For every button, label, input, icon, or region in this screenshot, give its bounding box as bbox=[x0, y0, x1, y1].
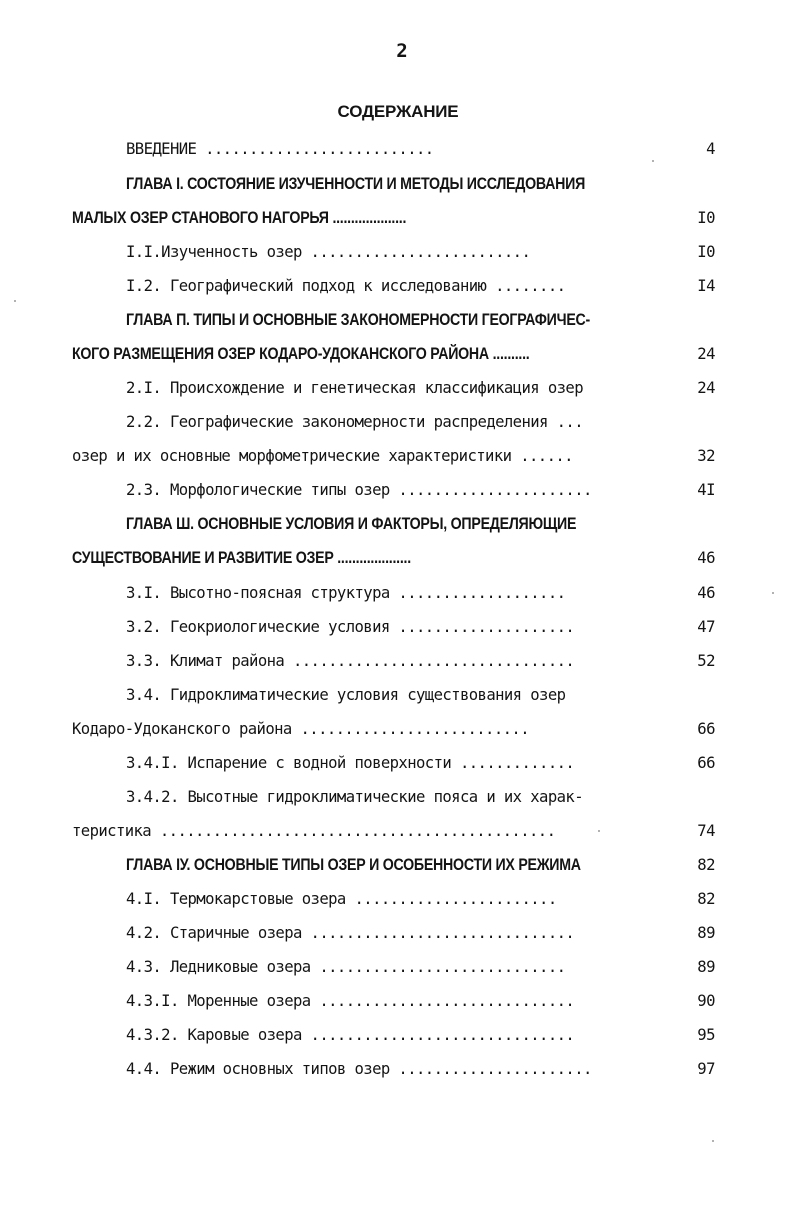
toc-entry-page: 32 bbox=[697, 447, 715, 465]
toc-title: СОДЕРЖАНИЕ bbox=[337, 102, 459, 121]
scan-speck bbox=[652, 160, 654, 162]
toc-entry-section-2-1 bbox=[0, 372, 792, 404]
toc-entry-text: 3.3. Климат района ................................ bbox=[126, 652, 575, 670]
toc-entry-page: 46 bbox=[697, 549, 715, 567]
scan-speck bbox=[14, 300, 16, 302]
toc-entry-section-4-3 bbox=[0, 951, 792, 983]
toc-entry-page: 4 bbox=[706, 140, 715, 158]
scan-speck bbox=[598, 830, 600, 832]
toc-entry-page: 52 bbox=[697, 652, 715, 670]
toc-entry-page: I0 bbox=[697, 209, 715, 227]
toc-entry-chapter-2-line-2 bbox=[0, 338, 792, 370]
toc-entry-text: 2.2. Географические закономерности распределения ... bbox=[126, 413, 583, 431]
scan-speck bbox=[712, 1140, 714, 1142]
toc-entry-chapter-3-line-1 bbox=[0, 508, 792, 540]
toc-entry-text: 4.3.I. Моренные озера ............................. bbox=[126, 992, 575, 1010]
toc-entry-page: 47 bbox=[697, 618, 715, 636]
toc-entry-section-4-3-1 bbox=[0, 985, 792, 1017]
toc-entry-text: 2.3. Морфологические типы озер ...................... bbox=[126, 481, 592, 499]
toc-entry-page: I4 bbox=[697, 277, 715, 295]
toc-entry-page: 24 bbox=[697, 379, 715, 397]
toc-entry-section-3-1 bbox=[0, 577, 792, 609]
toc-entry-text: теристика ............................................. bbox=[72, 822, 556, 840]
toc-entry-text: 3.4.I. Испарение с водной поверхности ............. bbox=[126, 754, 575, 772]
toc-entry-section-3-4-2-line-1 bbox=[0, 781, 792, 813]
toc-entry-page: I0 bbox=[697, 243, 715, 261]
toc-entry-section-2-3 bbox=[0, 474, 792, 506]
toc-entry-section-4-3-2 bbox=[0, 1019, 792, 1051]
toc-entry-text: ГЛАВА П. ТИПЫ И ОСНОВНЫЕ ЗАКОНОМЕРНОСТИ ГЕОГРАФИЧЕС- bbox=[126, 311, 590, 329]
toc-entry-chapter-2-line-1 bbox=[0, 304, 792, 336]
toc-entry-section-3-2 bbox=[0, 611, 792, 643]
toc-entry-section-4-2 bbox=[0, 917, 792, 949]
toc-entry-chapter-1-line-2 bbox=[0, 202, 792, 234]
toc-entry-text: 3.4.2. Высотные гидроклиматические пояса и их харак- bbox=[126, 788, 583, 806]
toc-entry-text: ГЛАВА IУ. ОСНОВНЫЕ ТИПЫ ОЗЕР И ОСОБЕННОСТИ ИХ РЕЖИМА bbox=[126, 856, 581, 874]
toc-entry-page: 82 bbox=[697, 890, 715, 908]
toc-entry-section-1-1 bbox=[0, 236, 792, 268]
toc-entry-text: 4.3.2. Каровые озера .............................. bbox=[126, 1026, 575, 1044]
toc-entry-page: 66 bbox=[697, 754, 715, 772]
toc-entry-text: ГЛАВА I. СОСТОЯНИЕ ИЗУЧЕННОСТИ И МЕТОДЫ ИССЛЕДОВАНИЯ bbox=[126, 175, 586, 193]
toc-entry-section-1-2 bbox=[0, 270, 792, 302]
toc-entry-page: 66 bbox=[697, 720, 715, 738]
toc-entry-text: 4.3. Ледниковые озера ............................ bbox=[126, 958, 566, 976]
toc-entry-text: ВВЕДЕНИЕ .......................... bbox=[126, 140, 434, 158]
toc-entry-section-3-3 bbox=[0, 645, 792, 677]
toc-entry-text: I.I.Изученность озер ......................... bbox=[126, 243, 531, 261]
toc-entry-page: 97 bbox=[697, 1060, 715, 1078]
toc-entry-chapter-1-line-1 bbox=[0, 168, 792, 200]
page-number: 2 bbox=[396, 40, 408, 62]
toc-entry-text: 4.I. Термокарстовые озера ....................... bbox=[126, 890, 557, 908]
toc-entry-page: 89 bbox=[697, 924, 715, 942]
toc-entry-section-3-4-1 bbox=[0, 747, 792, 779]
toc-entry-text: КОГО РАЗМЕЩЕНИЯ ОЗЕР КОДАРО-УДОКАНСКОГО РАЙОНА .......... bbox=[72, 345, 530, 363]
toc-entry-text: 4.4. Режим основных типов озер ...................... bbox=[126, 1060, 592, 1078]
toc-entry-text: Кодаро-Удоканского района .......................... bbox=[72, 720, 529, 738]
toc-entry-page: 82 bbox=[697, 856, 715, 874]
toc-entry-text: 3.2. Геокриологические условия .................... bbox=[126, 618, 575, 636]
toc-entry-text: 2.I. Происхождение и генетическая классификация озер bbox=[126, 379, 583, 397]
toc-entry-chapter-4 bbox=[0, 849, 792, 881]
toc-entry-text: ГЛАВА Ш. ОСНОВНЫЕ УСЛОВИЯ И ФАКТОРЫ, ОПРЕДЕЛЯЮЩИЕ bbox=[126, 515, 577, 533]
scan-speck bbox=[772, 592, 774, 594]
toc-entry-section-4-1 bbox=[0, 883, 792, 915]
toc-entry-page: 95 bbox=[697, 1026, 715, 1044]
toc-entry-section-3-4-line-2 bbox=[0, 713, 792, 745]
toc-entry-text: СУЩЕСТВОВАНИЕ И РАЗВИТИЕ ОЗЕР .................... bbox=[72, 549, 411, 567]
toc-entry-page: 89 bbox=[697, 958, 715, 976]
toc-entry-page: 4I bbox=[697, 481, 715, 499]
toc-entry-text: МАЛЫХ ОЗЕР СТАНОВОГО НАГОРЬЯ .................... bbox=[72, 209, 407, 227]
toc-entry-page: 24 bbox=[697, 345, 715, 363]
toc-entry-section-2-2-line-2 bbox=[0, 440, 792, 472]
toc-entry-text: I.2. Географический подход к исследованию ........ bbox=[126, 277, 566, 295]
toc-entry-section-3-4-line-1 bbox=[0, 679, 792, 711]
toc-entry-text: 3.4. Гидроклиматические условия существования озер bbox=[126, 686, 566, 704]
toc-entry-page: 74 bbox=[697, 822, 715, 840]
toc-entry-introduction bbox=[0, 133, 792, 165]
toc-entry-section-4-4 bbox=[0, 1053, 792, 1085]
toc-entry-text: 4.2. Старичные озера .............................. bbox=[126, 924, 575, 942]
toc-entry-chapter-3-line-2 bbox=[0, 542, 792, 574]
toc-entry-text: озер и их основные морфометрические характеристики ...... bbox=[72, 447, 573, 465]
toc-entry-section-2-2-line-1 bbox=[0, 406, 792, 438]
toc-entry-section-3-4-2-line-2 bbox=[0, 815, 792, 847]
toc-entry-page: 46 bbox=[697, 584, 715, 602]
toc-entry-text: 3.I. Высотно-поясная структура ................... bbox=[126, 584, 566, 602]
toc-entry-page: 90 bbox=[697, 992, 715, 1010]
